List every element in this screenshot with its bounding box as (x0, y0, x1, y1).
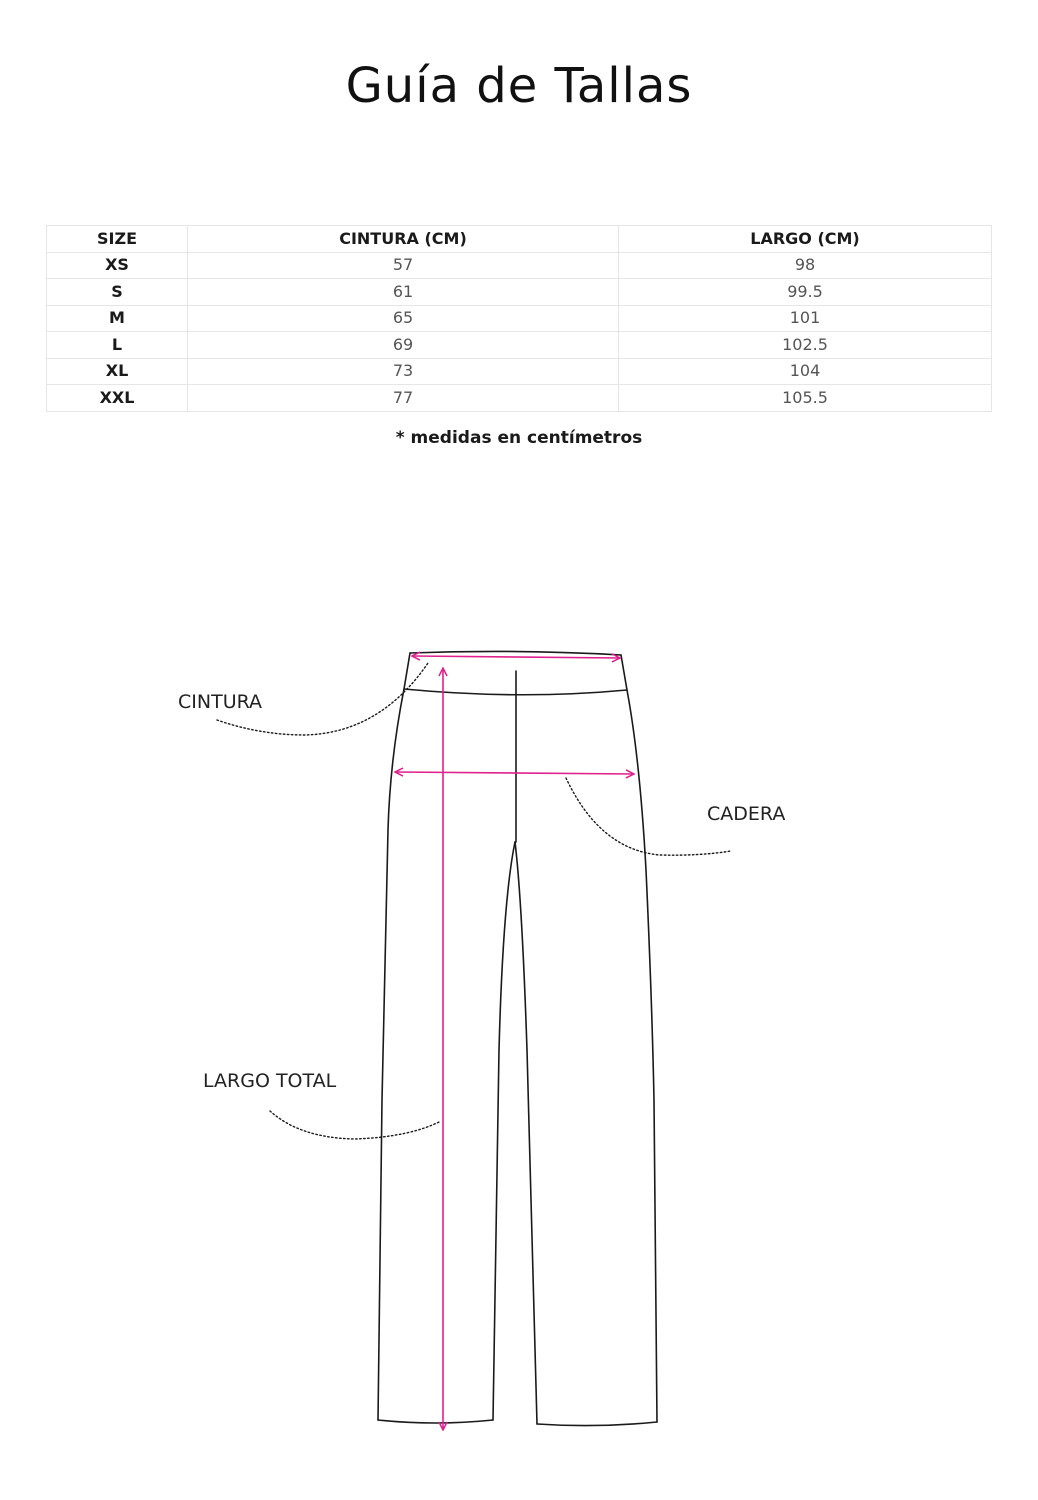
header-size: SIZE (47, 226, 188, 253)
largo-cell: 99.5 (619, 279, 992, 306)
size-cell: XS (47, 252, 188, 279)
label-cintura: CINTURA (178, 691, 263, 713)
size-cell: XXL (47, 385, 188, 412)
cintura-cell: 73 (188, 358, 619, 385)
largo-cell: 98 (619, 252, 992, 279)
label-cadera: CADERA (707, 803, 786, 825)
largo-cell: 105.5 (619, 385, 992, 412)
right-hem (537, 1422, 657, 1426)
footnote: * medidas en centímetros (395, 428, 643, 448)
label-largo-total: LARGO TOTAL (203, 1070, 337, 1092)
left-outer-seam (378, 653, 410, 1420)
header-cintura: CINTURA (CM) (188, 226, 619, 253)
size-cell: M (47, 305, 188, 332)
cintura-cell: 65 (188, 305, 619, 332)
waistband-top-line (410, 651, 621, 655)
largo-total-leader (270, 1111, 441, 1139)
size-cell: L (47, 332, 188, 359)
size-cell: XL (47, 358, 188, 385)
cintura-cell: 77 (188, 385, 619, 412)
size-cell: S (47, 279, 188, 306)
right-outer-seam (621, 655, 657, 1422)
measurement-lines (395, 656, 634, 1430)
cintura-cell: 57 (188, 252, 619, 279)
header-largo: LARGO (CM) (619, 226, 992, 253)
hip-measure-line (395, 772, 634, 774)
largo-cell: 104 (619, 358, 992, 385)
left-inner-seam (493, 842, 515, 1420)
cintura-cell: 61 (188, 279, 619, 306)
largo-cell: 102.5 (619, 332, 992, 359)
largo-cell: 101 (619, 305, 992, 332)
left-hem (378, 1420, 493, 1423)
right-inner-seam (515, 842, 537, 1424)
cintura-cell: 69 (188, 332, 619, 359)
page-title: Guía de Tallas (345, 58, 693, 114)
pants-outline (378, 651, 657, 1425)
waist-measure-line (412, 656, 620, 658)
